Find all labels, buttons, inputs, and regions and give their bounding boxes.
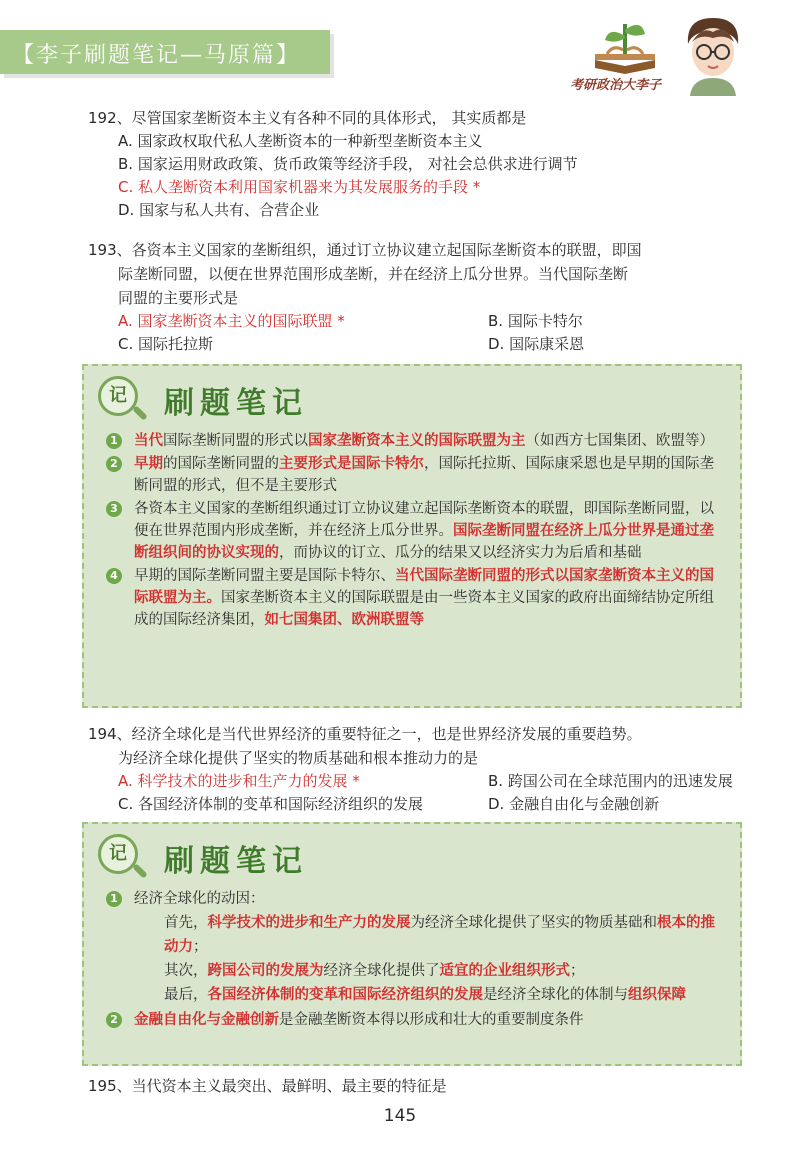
note-title: 刷题笔记 (164, 386, 308, 421)
highlight-text: 跨国公司的发展为 (207, 963, 324, 979)
magnifier-icon: 记 (98, 376, 138, 416)
study-note-2 (82, 822, 742, 1066)
highlight-text: 国际垄断同盟在经济上瓜分世界是通过垄断组织间的协议实现的 (134, 523, 714, 561)
note-item (106, 565, 724, 631)
highlight-text: 各国经济体制的变革和国际经济组织的发展 (207, 987, 483, 1003)
note-text: ，而协议的订立、瓜分的结果又以经济实力为后盾和基础 (279, 545, 642, 561)
magnifier-handle (132, 405, 148, 421)
note-title: 刷题笔记 (164, 844, 308, 879)
highlight-text: 适宜的企业组织形式 (439, 963, 570, 979)
note-item-text (134, 1009, 584, 1031)
question-stem-continued: 为经济全球化提供了坚实的物质基础和根本推动力的是 (118, 749, 479, 767)
question-stem-continued: 际垄断同盟，以便在世界范围形成垄断，并在经济上瓜分世界。当代国际垄断 (118, 265, 629, 283)
note-text: 其次， (164, 963, 208, 979)
number-badge: 1 (106, 433, 122, 449)
header-title: 【李子刷题笔记—马原篇】 (12, 43, 301, 68)
note-header (84, 366, 740, 428)
magnifier-handle (132, 863, 148, 879)
note-item (106, 888, 724, 910)
note-item-text (134, 430, 714, 452)
note-text: ； (193, 939, 208, 955)
question-192 (88, 106, 748, 222)
highlight-text: 组织保障 (628, 987, 686, 1003)
number-badge: 3 (106, 501, 122, 517)
note-text: （如西方七国集团、欧盟等） (525, 433, 714, 449)
note-text: 是经济全球化的体制与 (483, 987, 628, 1003)
question-stem: 192、尽管国家垄断资本主义有各种不同的具体形式， 其实质都是 (88, 109, 527, 127)
highlight-text: 当代 (134, 433, 163, 449)
note-item-text: 经济全球化的动因： (134, 891, 265, 907)
option-d: D. 国际康采恩 (488, 335, 585, 353)
highlight-text: 国家垄断资本主义的国际联盟为主 (308, 433, 526, 449)
question-193 (88, 238, 748, 356)
option-d: D. 金融自由化与金融创新 (488, 795, 660, 813)
avatar (682, 14, 744, 96)
option-a: A. 国家政权取代私人垄断资本的一种新型垄断资本主义 (118, 132, 483, 150)
note-item (106, 453, 724, 497)
note-text: 最后， (164, 987, 208, 1003)
question-stem: 195、当代资本主义最突出、最鲜明、最主要的特征是 (88, 1077, 447, 1095)
note-item-text (134, 498, 724, 564)
option-c: C. 国际托拉斯 (118, 335, 214, 353)
logo-caption: 考研政治大李子 (570, 78, 662, 93)
question-stem: 194、经济全球化是当代世界经济的重要特征之一，也是世界经济发展的重要趋势。 (88, 725, 642, 743)
number-badge: 2 (106, 1012, 122, 1028)
note-text: 经济全球化提供了 (323, 963, 440, 979)
study-note-1 (82, 364, 742, 708)
note-item (106, 498, 724, 564)
note-item (106, 1009, 724, 1031)
highlight-text: 金融自由化与金融创新 (134, 1012, 279, 1028)
note-text: 是金融垄断资本得以形成和壮大的重要制度条件 (279, 1012, 584, 1028)
question-stem-continued: 同盟的主要形式是 (118, 289, 239, 307)
option-row (88, 310, 748, 333)
note-paragraph (106, 911, 724, 959)
note-text: 各资本主义国家的垄断组织通过订立协议建立起国际垄断资本的联盟，即国际垄断同盟，以便在世界范围内形成垄断，并在经济上瓜分世界。 (134, 501, 714, 539)
highlight-text: 如七国集团、欧洲联盟等 (264, 612, 424, 628)
option-c-correct: C. 私人垄断资本利用国家机器来为其发展服务的手段 * (118, 178, 481, 196)
highlight-text: 根本的推动力 (164, 915, 715, 955)
question-194 (88, 722, 748, 816)
option-a-correct: A. 科学技术的进步和生产力的发展 * (118, 772, 360, 790)
option-row (88, 333, 748, 356)
note-text: 的国际垄断同盟的 (163, 456, 279, 472)
header-banner (0, 30, 330, 74)
option-row (88, 793, 748, 816)
note-text: 早期的国际垄断同盟主要是国际卡特尔、 (134, 568, 395, 584)
note-item-text (134, 565, 724, 631)
number-badge: 4 (106, 568, 122, 584)
note-paragraph (106, 959, 724, 983)
question-195 (88, 1074, 748, 1098)
highlight-text: 科学技术的进步和生产力的发展 (207, 915, 411, 931)
note-text: 国际垄断同盟的形式以 (163, 433, 308, 449)
option-c: C. 各国经济体制的变革和国际经济组织的发展 (118, 795, 424, 813)
note-body (84, 886, 740, 1042)
option-d: D. 国家与私人共有、合营企业 (118, 201, 320, 219)
note-text: ； (570, 963, 585, 979)
highlight-text: 当代国际垄断同盟的形式以国家垄断资本主义的国际联盟为主。 (134, 568, 714, 606)
note-body (84, 428, 740, 642)
highlight-text: 早期 (134, 456, 163, 472)
number-badge: 1 (106, 891, 122, 907)
note-text: ，国际托拉斯、国际康采恩也是早期的国际垄断同盟的形式，但不是主要形式 (134, 456, 714, 494)
option-a-correct: A. 国家垄断资本主义的国际联盟 * (118, 312, 345, 330)
note-item-text (134, 453, 724, 497)
question-stem: 193、各资本主义国家的垄断组织，通过订立协议建立起国际垄断资本的联盟，即国 (88, 241, 642, 259)
option-b: B. 国际卡特尔 (488, 312, 583, 330)
note-header (84, 824, 740, 886)
option-b: B. 国家运用财政政策、货币政策等经济手段， 对社会总供求进行调节 (118, 155, 578, 173)
note-text: 国家垄断资本主义的国际联盟是由一些资本主义国家的政府出面缔结协定所组成的国际经济集团， (134, 590, 714, 628)
option-row (88, 770, 748, 793)
option-b: B. 跨国公司在全球范围内的迅速发展 (488, 772, 733, 790)
note-paragraph (106, 983, 724, 1007)
magnifier-icon: 记 (98, 834, 138, 874)
highlight-text: 主要形式是国际卡特尔 (279, 456, 424, 472)
page-number: 145 (383, 1106, 417, 1126)
number-badge: 2 (106, 456, 122, 472)
note-text: 首先， (164, 915, 208, 931)
note-item (106, 430, 724, 452)
note-text: 为经济全球化提供了坚实的物质基础和 (410, 915, 657, 931)
